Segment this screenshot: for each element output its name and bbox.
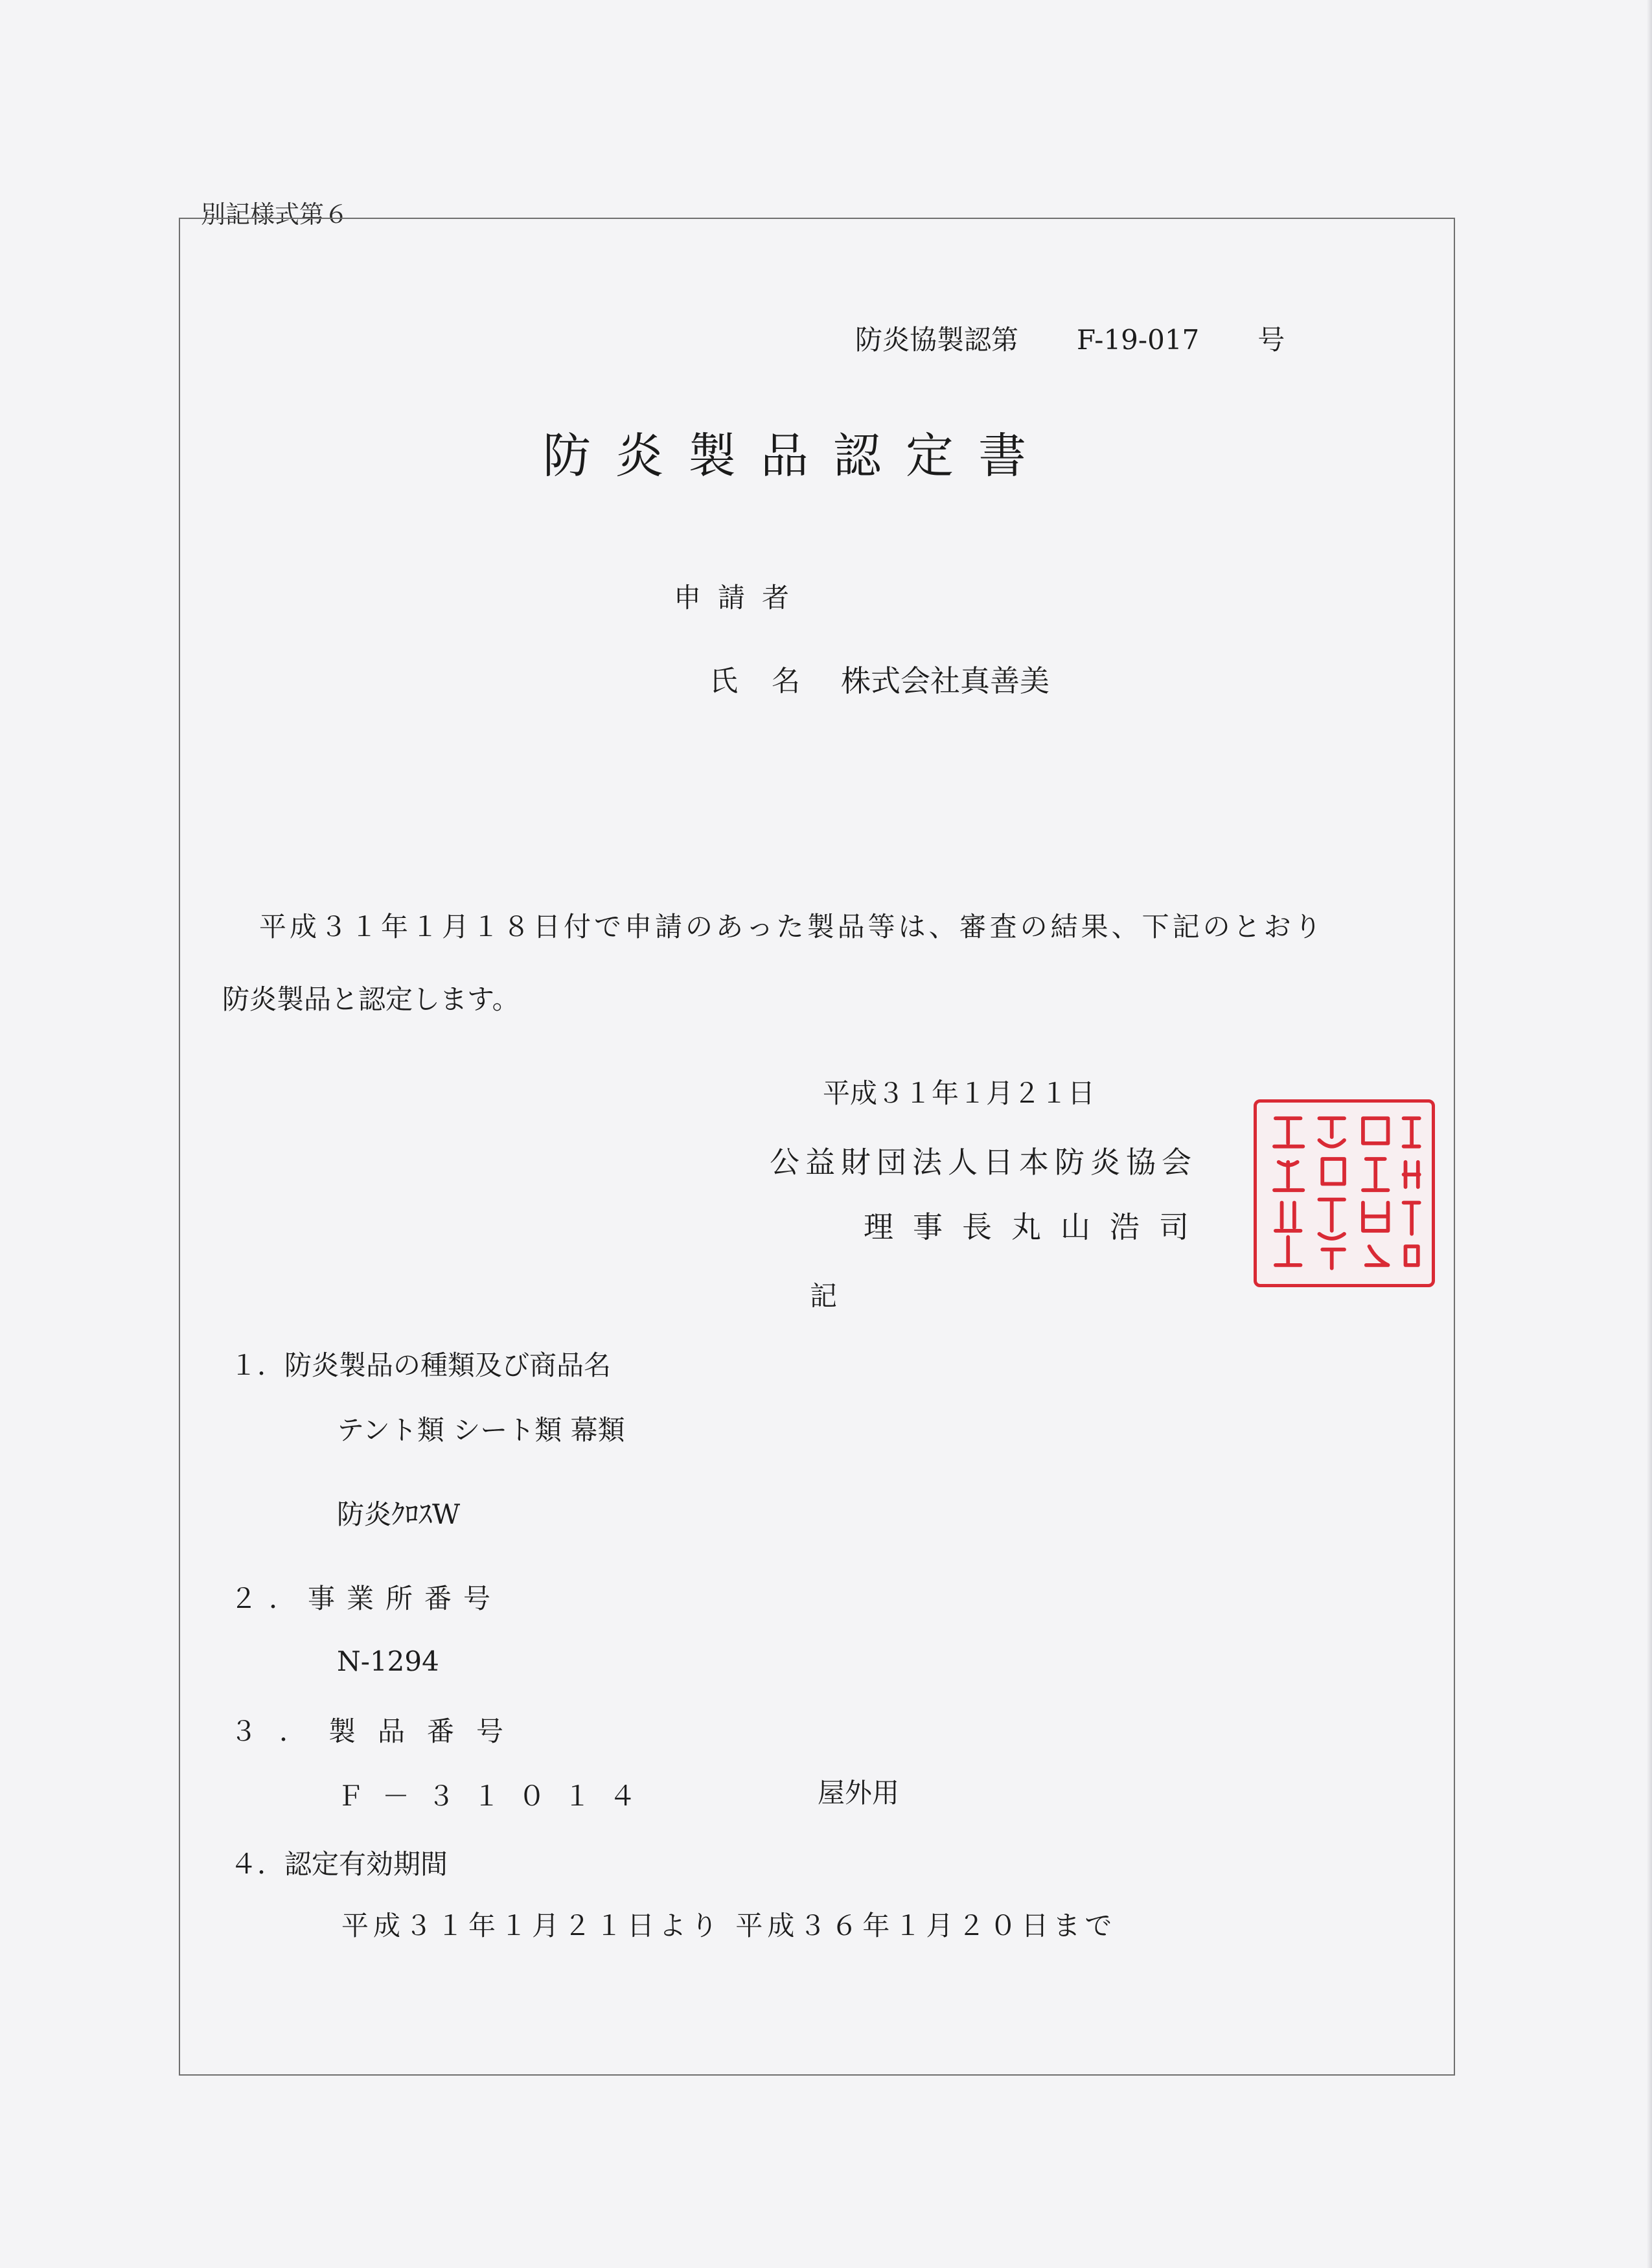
section-3-heading: ３．製品番号 (230, 1715, 526, 1747)
section-2-heading: ２．事業所番号 (230, 1583, 503, 1614)
section-2-office-number: N-1294 (337, 1645, 439, 1677)
body-text-line-1: 平成３１年１月１８日付で申請のあった製品等は、審査の結果、下記のとおり (259, 911, 1325, 943)
page-edge (1647, 0, 1652, 2268)
certificate-number-prefix: 防炎協製認第 (855, 324, 1019, 356)
section-1-product-name: 防炎ｸﾛｽW (337, 1498, 461, 1530)
issuer-organization: 公益財団法人日本防炎協会 (770, 1145, 1197, 1180)
section-1-heading: １．防炎製品の種類及び商品名 (230, 1349, 612, 1381)
issuer-chairman: 理事長丸山浩司 (864, 1209, 1208, 1244)
section-4-heading: ４．認定有効期間 (230, 1848, 448, 1880)
section-1-product-types: テント類 シート類 幕類 (337, 1414, 625, 1446)
seal-icon (1257, 1103, 1432, 1284)
applicant-name: 株式会社真善美 (841, 663, 1050, 698)
section-3-product-number: Ｆ－３１０１４ (337, 1780, 655, 1812)
ki-heading: 記 (810, 1280, 838, 1312)
official-seal-stamp (1254, 1099, 1435, 1287)
applicant-heading: 申請者 (674, 582, 807, 613)
certificate-number-code: F-19-017 (1077, 324, 1200, 356)
form-label: 別記様式第６ (201, 200, 349, 229)
certificate-number-suffix: 号 (1257, 324, 1285, 356)
applicant-name-label: 氏名 (709, 665, 834, 698)
issue-date: 平成３１年１月２１日 (823, 1077, 1096, 1109)
body-text-line-2: 防炎製品と認定します。 (222, 983, 520, 1015)
document-title: 防炎製品認定書 (543, 428, 1051, 484)
section-3-usage: 屋外用 (818, 1777, 900, 1809)
section-4-validity-period: 平成３１年１月２１日より 平成３６年１月２０日まで (341, 1910, 1117, 1942)
certificate-number (855, 319, 1285, 358)
